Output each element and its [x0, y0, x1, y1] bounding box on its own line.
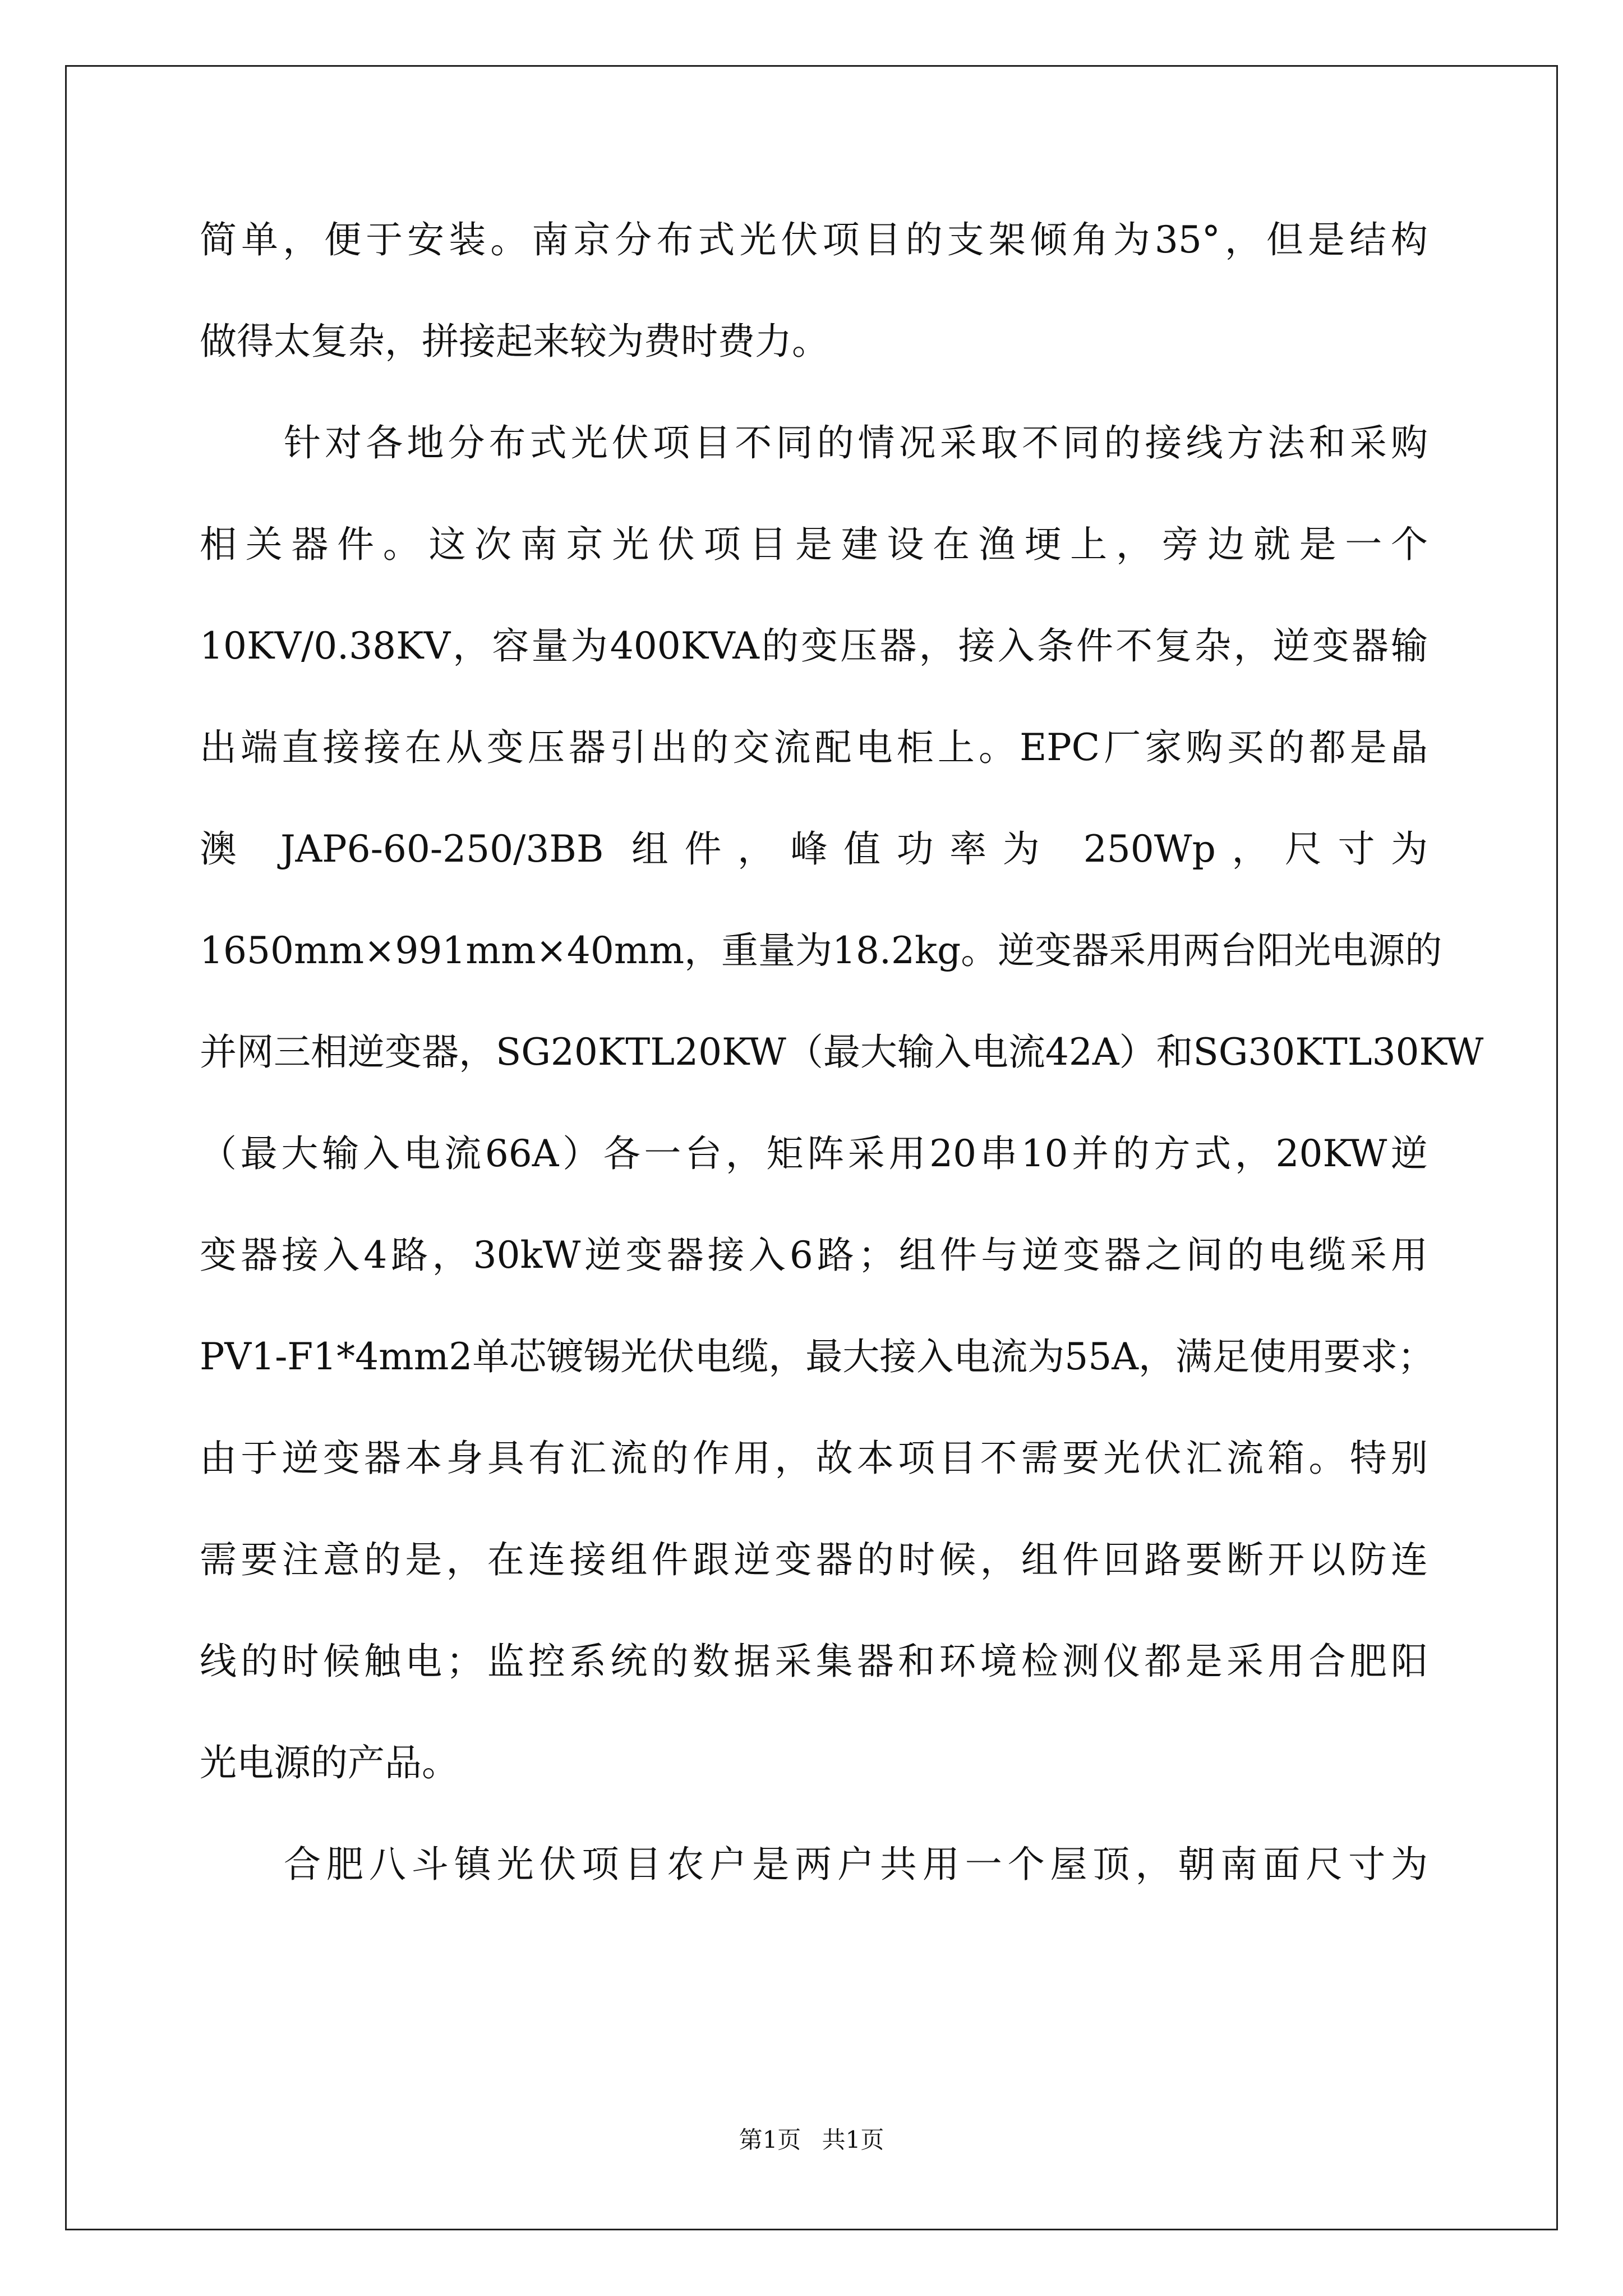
text-line: 由于逆变器本身具有汇流的作用，故本项目不需要光伏汇流箱。特别 — [200, 1437, 1428, 1480]
text-line: 线的时候触电；监控系统的数据采集器和环境检测仪都是采用合肥阳 — [200, 1640, 1428, 1683]
text-line: 简单，便于安装。南京分布式光伏项目的支架倾角为35°，但是结构 — [200, 218, 1428, 261]
document-body — [200, 212, 1484, 1938]
text-line: 相关器件。这次南京光伏项目是建设在渔埂上，旁边就是一个 — [200, 523, 1428, 566]
text-line: 10KV/0.38KV，容量为400KVA的变压器，接入条件不复杂，逆变器输 — [200, 624, 1428, 668]
text-line: 变器接入4路，30kW逆变器接入6路；组件与逆变器之间的电缆采用 — [200, 1234, 1428, 1277]
text-line: 光电源的产品。 — [200, 1741, 459, 1784]
paragraph-start-line: 针对各地分布式光伏项目不同的情况采取不同的接线方法和采购 — [284, 421, 1428, 464]
text-line: 1650mm×991mm×40mm，重量为18.2kg。逆变器采用两台阳光电源的 — [200, 929, 1442, 972]
text-line: 并网三相逆变器，SG20KTL20KW（最大输入电流42A）和SG30KTL30KW — [200, 1030, 1484, 1074]
text-line: 需要注意的是，在连接组件跟逆变器的时候，组件回路要断开以防连 — [200, 1538, 1428, 1581]
text-line: 出端直接接在从变压器引出的交流配电柜上。EPC厂家购买的都是晶 — [200, 726, 1428, 769]
page-number: 第1页 — [739, 2126, 801, 2154]
page-total: 共1页 — [822, 2126, 884, 2154]
page-footer — [0, 2123, 1623, 2157]
text-line: 澳 JAP6-60-250/3BB 组件，峰值功率为 250Wp，尺寸为 — [200, 827, 1428, 871]
text-line: 做得太复杂，拼接起来较为费时费力。 — [200, 320, 829, 363]
paragraph-start-line: 合肥八斗镇光伏项目农户是两户共用一个屋顶，朝南面尺寸为 — [284, 1843, 1428, 1886]
text-line: （最大输入电流66A）各一台，矩阵采用20串10并的方式，20KW逆 — [200, 1132, 1428, 1175]
text-line: PV1-F1*4mm2单芯镀锡光伏电缆，最大接入电流为55A，满足使用要求； — [200, 1335, 1435, 1378]
